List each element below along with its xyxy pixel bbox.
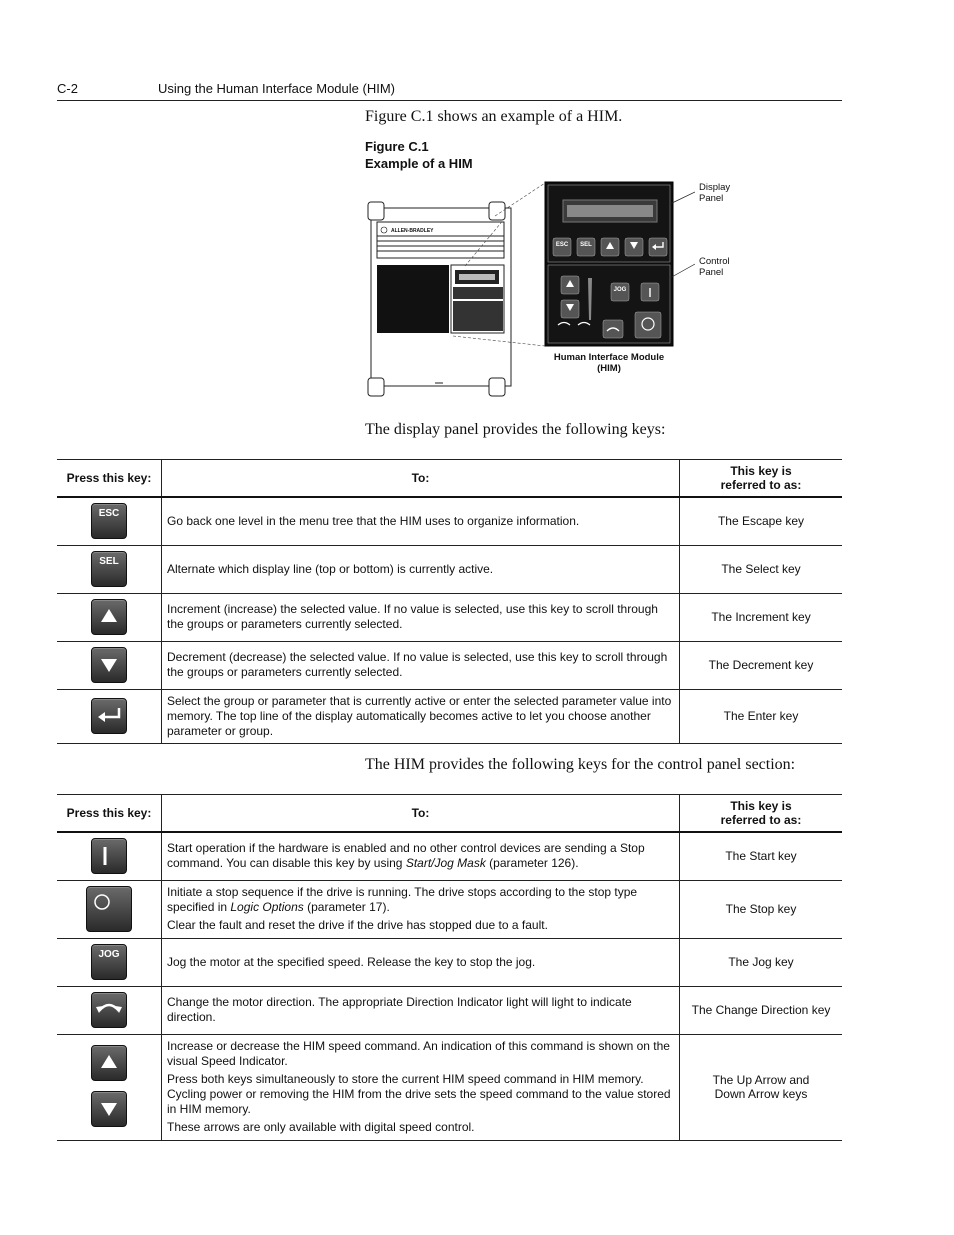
col-to: To: xyxy=(162,795,680,833)
table-row xyxy=(57,1034,842,1140)
him-callout-line-2: (HIM) xyxy=(597,363,621,374)
select-description: Alternate which display line (top or bottom) is currently active. xyxy=(162,545,680,593)
decrement-description: Decrement (decrease) the selected value. If no value is selected, use this key to scroll through the groups or parameters currently selected. xyxy=(162,641,680,689)
col-ref-line-2: referred to as: xyxy=(720,478,802,492)
figure-number: Figure C.1 xyxy=(365,139,429,154)
col-ref-line-2: referred to as: xyxy=(720,813,802,827)
table-row xyxy=(57,497,842,545)
table-row xyxy=(57,545,842,593)
table-row xyxy=(57,593,842,641)
table-row xyxy=(57,986,842,1034)
increment-description: Increment (increase) the selected value. If no value is selected, use this key to scroll through the groups or parameters currently selected. xyxy=(162,593,680,641)
him-figure xyxy=(365,178,731,400)
col-press: Press this key: xyxy=(57,795,162,833)
arrows-description: Increase or decrease the HIM speed command. An indication of this command is shown on the visual Speed Indicator. Press both keys simultaneously to store the current HIM speed command in HIM memory. Cycling power or removing the HIM from the drive sets the speed command to the value stored in HIM memory. These arrows are only available with digital speed control. xyxy=(162,1034,680,1140)
table-row xyxy=(57,938,842,986)
control-keys-table xyxy=(57,794,842,1141)
mini-esc-label: ESC xyxy=(555,242,569,248)
up-arrow-icon xyxy=(91,1045,127,1081)
select-key-name: The Select key xyxy=(680,545,843,593)
arrows-key-name: The Up Arrow and Down Arrow keys xyxy=(680,1034,843,1140)
col-ref xyxy=(680,460,843,498)
direction-description: Change the motor direction. The appropriate Direction Indicator light will light to indicate direction. xyxy=(162,986,680,1034)
down-arrow-icon xyxy=(91,647,127,683)
jog-key-name: The Jog key xyxy=(680,938,843,986)
stop-icon xyxy=(86,886,132,932)
escape-description: Go back one level in the menu tree that the HIM uses to organize information. xyxy=(162,497,680,545)
display-keys-intro: The display panel provides the following keys: xyxy=(365,421,666,438)
sel-key-icon: SEL xyxy=(91,551,127,587)
jog-icon: JOG xyxy=(91,944,127,980)
increment-key-name: The Increment key xyxy=(680,593,843,641)
start-icon xyxy=(91,838,127,874)
up-arrow-icon xyxy=(91,599,127,635)
brand-text: ALLEN-BRADLEY xyxy=(391,228,434,234)
mini-sel-label: SEL xyxy=(580,242,592,248)
start-description: Start operation if the hardware is enabled and no other control devices are sending a Stop command. You can disable this key by using Start/Jog Mask (parameter 126). xyxy=(162,832,680,880)
figure-caption xyxy=(365,138,473,172)
table-row xyxy=(57,880,842,938)
enter-icon xyxy=(91,698,127,734)
table-row xyxy=(57,689,842,743)
col-press: Press this key: xyxy=(57,460,162,498)
mini-jog-label: JOG xyxy=(613,287,627,293)
esc-key-icon: ESC xyxy=(91,503,127,539)
stop-description: Initiate a stop sequence if the drive is running. The drive stops according to the stop type specified in Logic Options (parameter 17). Clear the fault and reset the drive if the drive has stopped due to a fault. xyxy=(162,880,680,938)
figure-title: Example of a HIM xyxy=(365,156,473,171)
control-panel-callout: Control Panel xyxy=(699,256,730,278)
chapter-title: Using the Human Interface Module (HIM) xyxy=(158,81,395,96)
intro-paragraph: Figure C.1 shows an example of a HIM. xyxy=(365,108,623,125)
him-callout-line-1: Human Interface Module xyxy=(553,352,665,363)
display-keys-table xyxy=(57,459,842,744)
decrement-key-name: The Decrement key xyxy=(680,641,843,689)
col-to: To: xyxy=(162,460,680,498)
page-number: C-2 xyxy=(57,81,78,96)
table-row xyxy=(57,641,842,689)
col-ref xyxy=(680,795,843,833)
table-row xyxy=(57,832,842,880)
stop-key-name: The Stop key xyxy=(680,880,843,938)
page-header xyxy=(57,80,842,101)
col-ref-line-1: This key is xyxy=(730,464,792,478)
start-key-name: The Start key xyxy=(680,832,843,880)
display-panel-callout: Display Panel xyxy=(699,182,731,204)
enter-description: Select the group or parameter that is currently active or enter the selected parameter value into memory. The top line of the display automatically becomes active to let you choose another parameter or group. xyxy=(162,689,680,743)
change-direction-icon xyxy=(91,992,127,1028)
direction-key-name: The Change Direction key xyxy=(680,986,843,1034)
control-keys-intro: The HIM provides the following keys for the control panel section: xyxy=(365,756,796,773)
enter-key-name: The Enter key xyxy=(680,689,843,743)
escape-key-name: The Escape key xyxy=(680,497,843,545)
him-callout xyxy=(545,352,673,374)
down-arrow-icon xyxy=(91,1091,127,1127)
jog-description: Jog the motor at the specified speed. Release the key to stop the jog. xyxy=(162,938,680,986)
col-ref-line-1: This key is xyxy=(730,799,792,813)
